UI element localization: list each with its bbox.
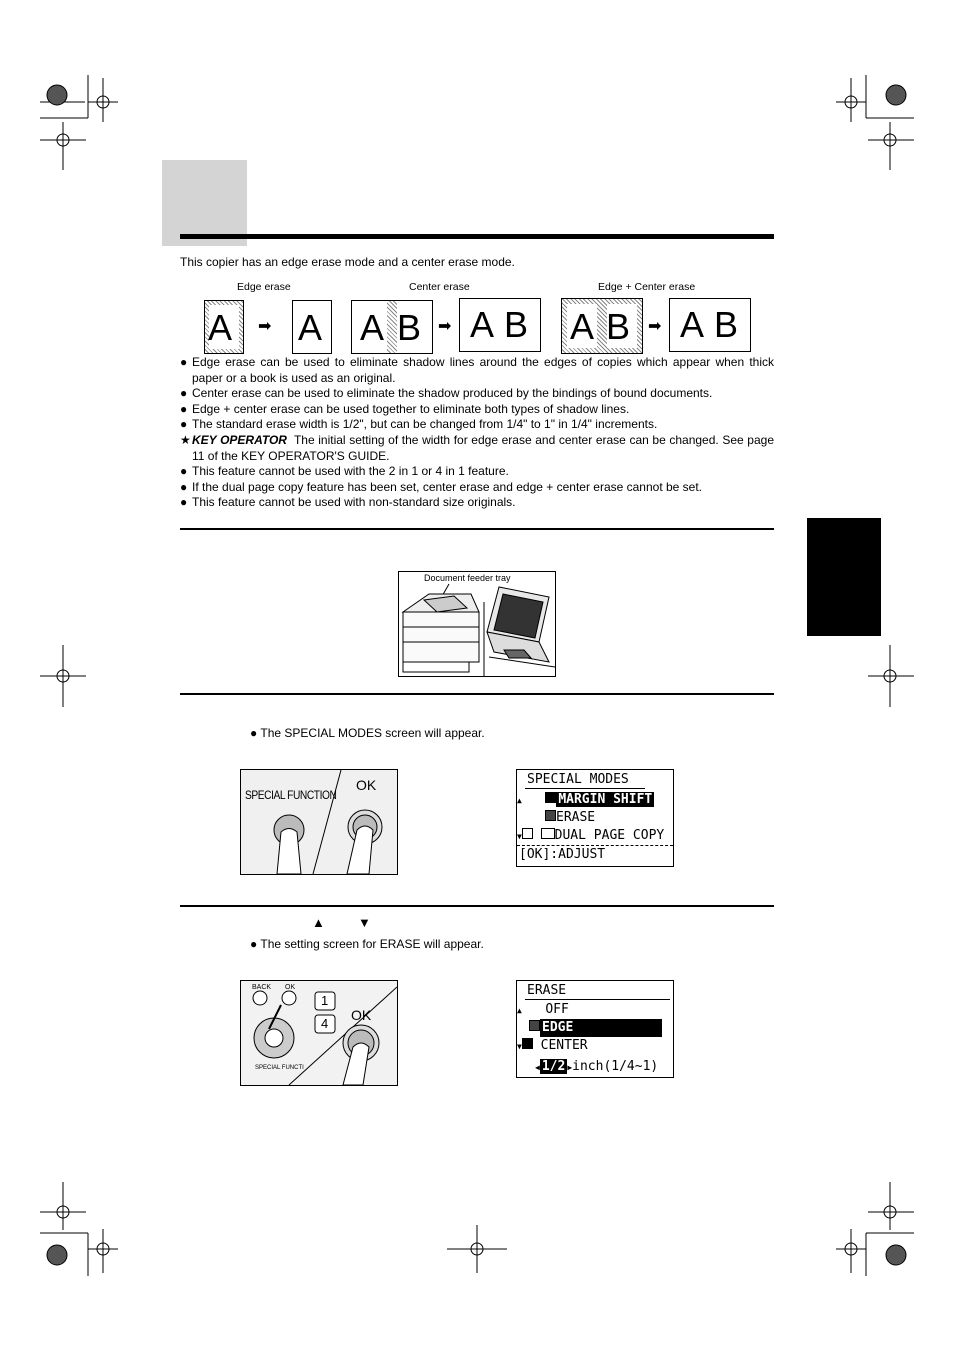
ok-small-button[interactable] bbox=[282, 991, 296, 1005]
edge-center-original-page bbox=[561, 298, 643, 354]
special-modes-lcd bbox=[516, 769, 674, 867]
back-label: BACK bbox=[252, 984, 272, 991]
lcd-item-off: ▲ OFF bbox=[517, 1002, 569, 1017]
lcd-item-margin-shift: ▲ MARGIN SHIFT bbox=[517, 792, 653, 807]
edge-result-page bbox=[292, 300, 332, 354]
arrow-icon: ➡ bbox=[438, 318, 452, 335]
arrow-icon: ➡ bbox=[648, 318, 662, 335]
special-function-button[interactable] bbox=[274, 815, 304, 845]
list-item: ● This feature cannot be used with the 2 in 1 or 4 in 1 feature. bbox=[180, 464, 509, 479]
edge-center-erase-label: Edge + Center erase bbox=[598, 281, 696, 293]
special-function-label: SPECIAL FUNCTI bbox=[255, 1065, 304, 1071]
arrow-icon: ➡ bbox=[258, 318, 272, 335]
edge-center-result-page bbox=[669, 298, 751, 352]
list-item: ● Edge + center erase can be used together to eliminate both types of shadow lines. bbox=[180, 401, 630, 416]
down-arrow-icon: ▼ bbox=[358, 915, 371, 930]
feature-notes-list bbox=[180, 355, 774, 511]
edge-original-page bbox=[204, 300, 244, 354]
ok-button[interactable] bbox=[343, 1025, 379, 1061]
edge-center-result-letter-a: A bbox=[680, 304, 705, 345]
step2-note: ● The SPECIAL MODES screen will appear. bbox=[250, 726, 485, 740]
header-rule bbox=[180, 234, 774, 239]
lcd-item-center: ▼ CENTER bbox=[517, 1038, 588, 1053]
direction-pad[interactable] bbox=[254, 1018, 294, 1058]
document-placement-illustration bbox=[398, 571, 556, 677]
ok-label: OK bbox=[351, 1007, 372, 1023]
edge-erase-label: Edge erase bbox=[237, 281, 291, 293]
list-item: ● The standard erase width is 1/2", but can be changed from 1/4" to 1" in 1/4" increments. bbox=[180, 417, 658, 432]
list-item: ● Center erase can be used to eliminate the shadow produced by the bindings of bound documents. bbox=[180, 386, 713, 401]
edge-center-original-letter-a: A bbox=[570, 306, 595, 347]
step3-rule bbox=[180, 905, 774, 907]
lcd-item-dual-page: ▼ DUAL PAGE COPY bbox=[517, 828, 665, 843]
intro-text: This copier has an edge erase mode and a center erase mode. bbox=[180, 255, 515, 269]
step3-note: ● The setting screen for ERASE will appear. bbox=[250, 937, 484, 951]
navigation-panel bbox=[240, 980, 398, 1086]
erase-width-value[interactable]: ◀ 1/2 ▶inch(1/4~1) bbox=[535, 1059, 659, 1074]
lcd-item-erase: ERASE bbox=[545, 809, 673, 827]
list-item: ● This feature cannot be used with non-standard size originals. bbox=[180, 495, 516, 510]
lcd-footer: [OK]:ADJUST bbox=[519, 847, 606, 862]
center-original-letter-a: A bbox=[360, 307, 385, 348]
special-function-label: SPECIAL FUNCTION bbox=[245, 788, 337, 802]
edge-center-result-letter-b: B bbox=[714, 304, 739, 345]
center-original-page bbox=[351, 300, 433, 354]
lcd-title: SPECIAL MODES bbox=[527, 772, 629, 787]
edge-center-original-letter-b: B bbox=[606, 306, 631, 347]
up-arrow-icon: ▲ bbox=[312, 915, 325, 930]
center-result-page bbox=[459, 298, 541, 352]
center-result-letter-a: A bbox=[470, 304, 495, 345]
back-button[interactable] bbox=[253, 991, 267, 1005]
edge-result-letter: A bbox=[298, 307, 323, 348]
key-1-label: 1 bbox=[321, 993, 329, 1008]
key-4-label: 4 bbox=[321, 1016, 329, 1031]
center-original-letter-b: B bbox=[397, 307, 422, 348]
special-function-panel bbox=[240, 769, 398, 875]
ok-label: OK bbox=[356, 777, 377, 793]
erase-lcd bbox=[516, 980, 674, 1078]
tray-label: Document feeder tray bbox=[424, 573, 511, 583]
center-result-letter-b: B bbox=[504, 304, 529, 345]
edge-original-letter: A bbox=[208, 307, 233, 348]
step1-rule bbox=[180, 528, 774, 530]
chapter-side-tab bbox=[807, 518, 881, 636]
step2-rule bbox=[180, 693, 774, 695]
list-item: ● Edge erase can be used to eliminate shadow lines around the edges of copies which appear when thick paper or a book is used as an original. bbox=[180, 355, 774, 385]
lcd-title: ERASE bbox=[527, 983, 567, 998]
key-operator-note: ★ KEY OPERATOR The initial setting of the width for edge erase and center erase can be changed. See page 11 of the KEY OPERATOR'S GUIDE. bbox=[180, 432, 775, 463]
center-erase-label: Center erase bbox=[409, 281, 470, 293]
lcd-item-edge: EDGE bbox=[529, 1019, 673, 1037]
list-item: ● If the dual page copy feature has been set, center erase and edge + center erase cannot be set. bbox=[180, 479, 703, 494]
ok-button[interactable] bbox=[348, 810, 382, 844]
ok-small-label: OK bbox=[285, 984, 296, 991]
copier-drawing bbox=[399, 572, 555, 676]
